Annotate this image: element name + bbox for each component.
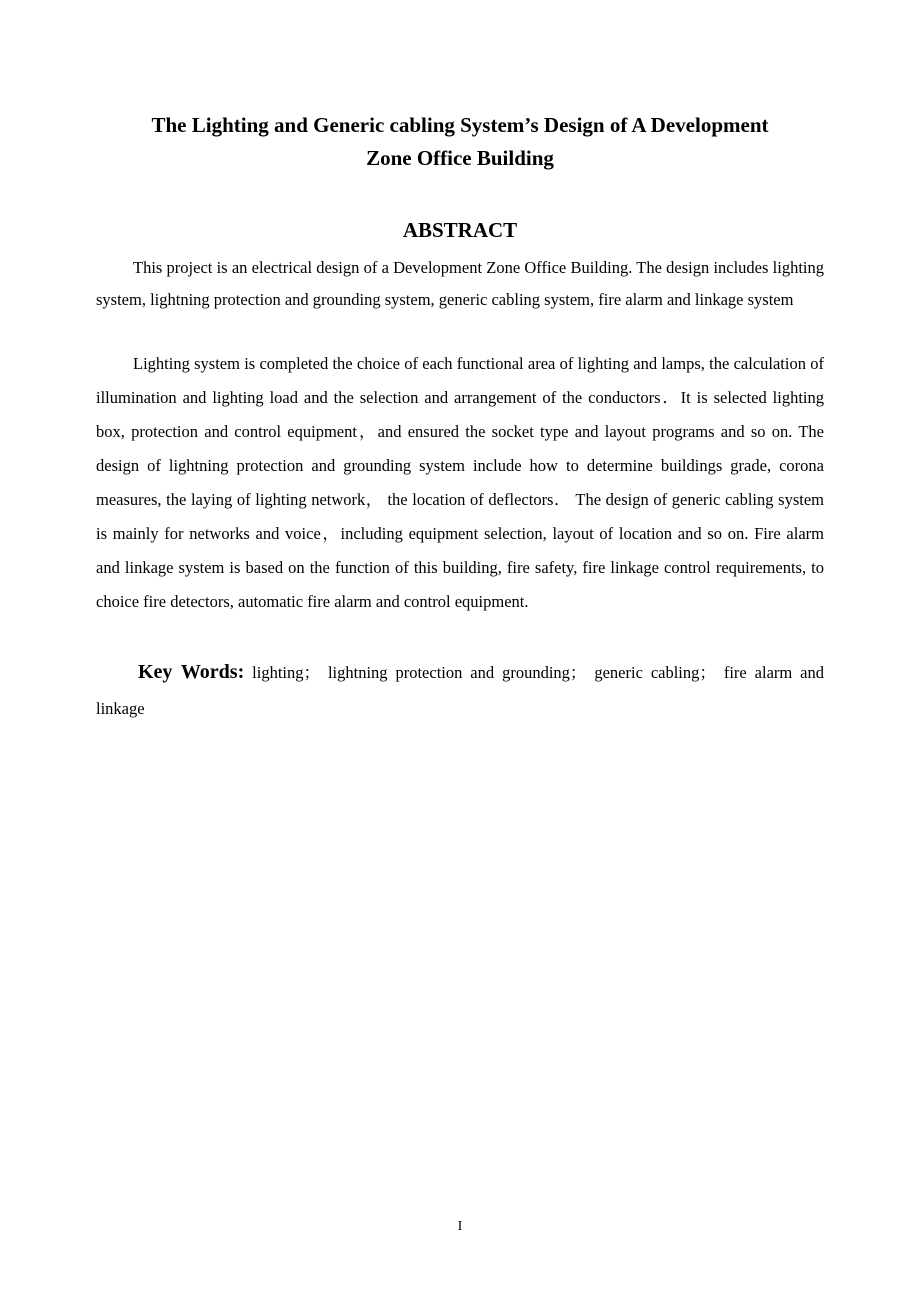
keywords-line: [96, 654, 824, 727]
page-number: I: [457, 1219, 463, 1234]
abstract-heading: ABSTRACT: [402, 218, 518, 242]
abstract-paragraph-2: Lighting system is completed the choice of each functional area of lighting and lamps, the calculation of illumination and lighting load and the selection and arrangement of the conductors．It is selected lighting box, protection and control equipment，and ensured the socket type and layout programs and so on. The design of lightning protection and grounding system include how to determine buildings grade, corona measures, the laying of lighting network， the location of deflectors． The design of generic cabling system is mainly for networks and voice，including equipment selection, layout of location and so on. Fire alarm and linkage system is based on the function of this building, fire safety, fire linkage control requirements, to choice fire detectors, automatic fire alarm and control equipment.: [96, 354, 824, 611]
title-line-2: Zone Office Building: [366, 146, 554, 170]
keywords-label: Key Words:: [138, 661, 245, 683]
document-title: [96, 109, 824, 175]
title-line-1: The Lighting and Generic cabling System’s Design of A Development: [151, 113, 769, 137]
abstract-paragraph-1: This project is an electrical design of a Development Zone Office Building. The design includes lighting system, lightning protection and grounding system, generic cabling system, fire alarm and linkage system: [96, 258, 824, 309]
keywords-text: lighting； lightning protection and grounding； generic cabling； fire alarm and linkage: [96, 663, 824, 718]
